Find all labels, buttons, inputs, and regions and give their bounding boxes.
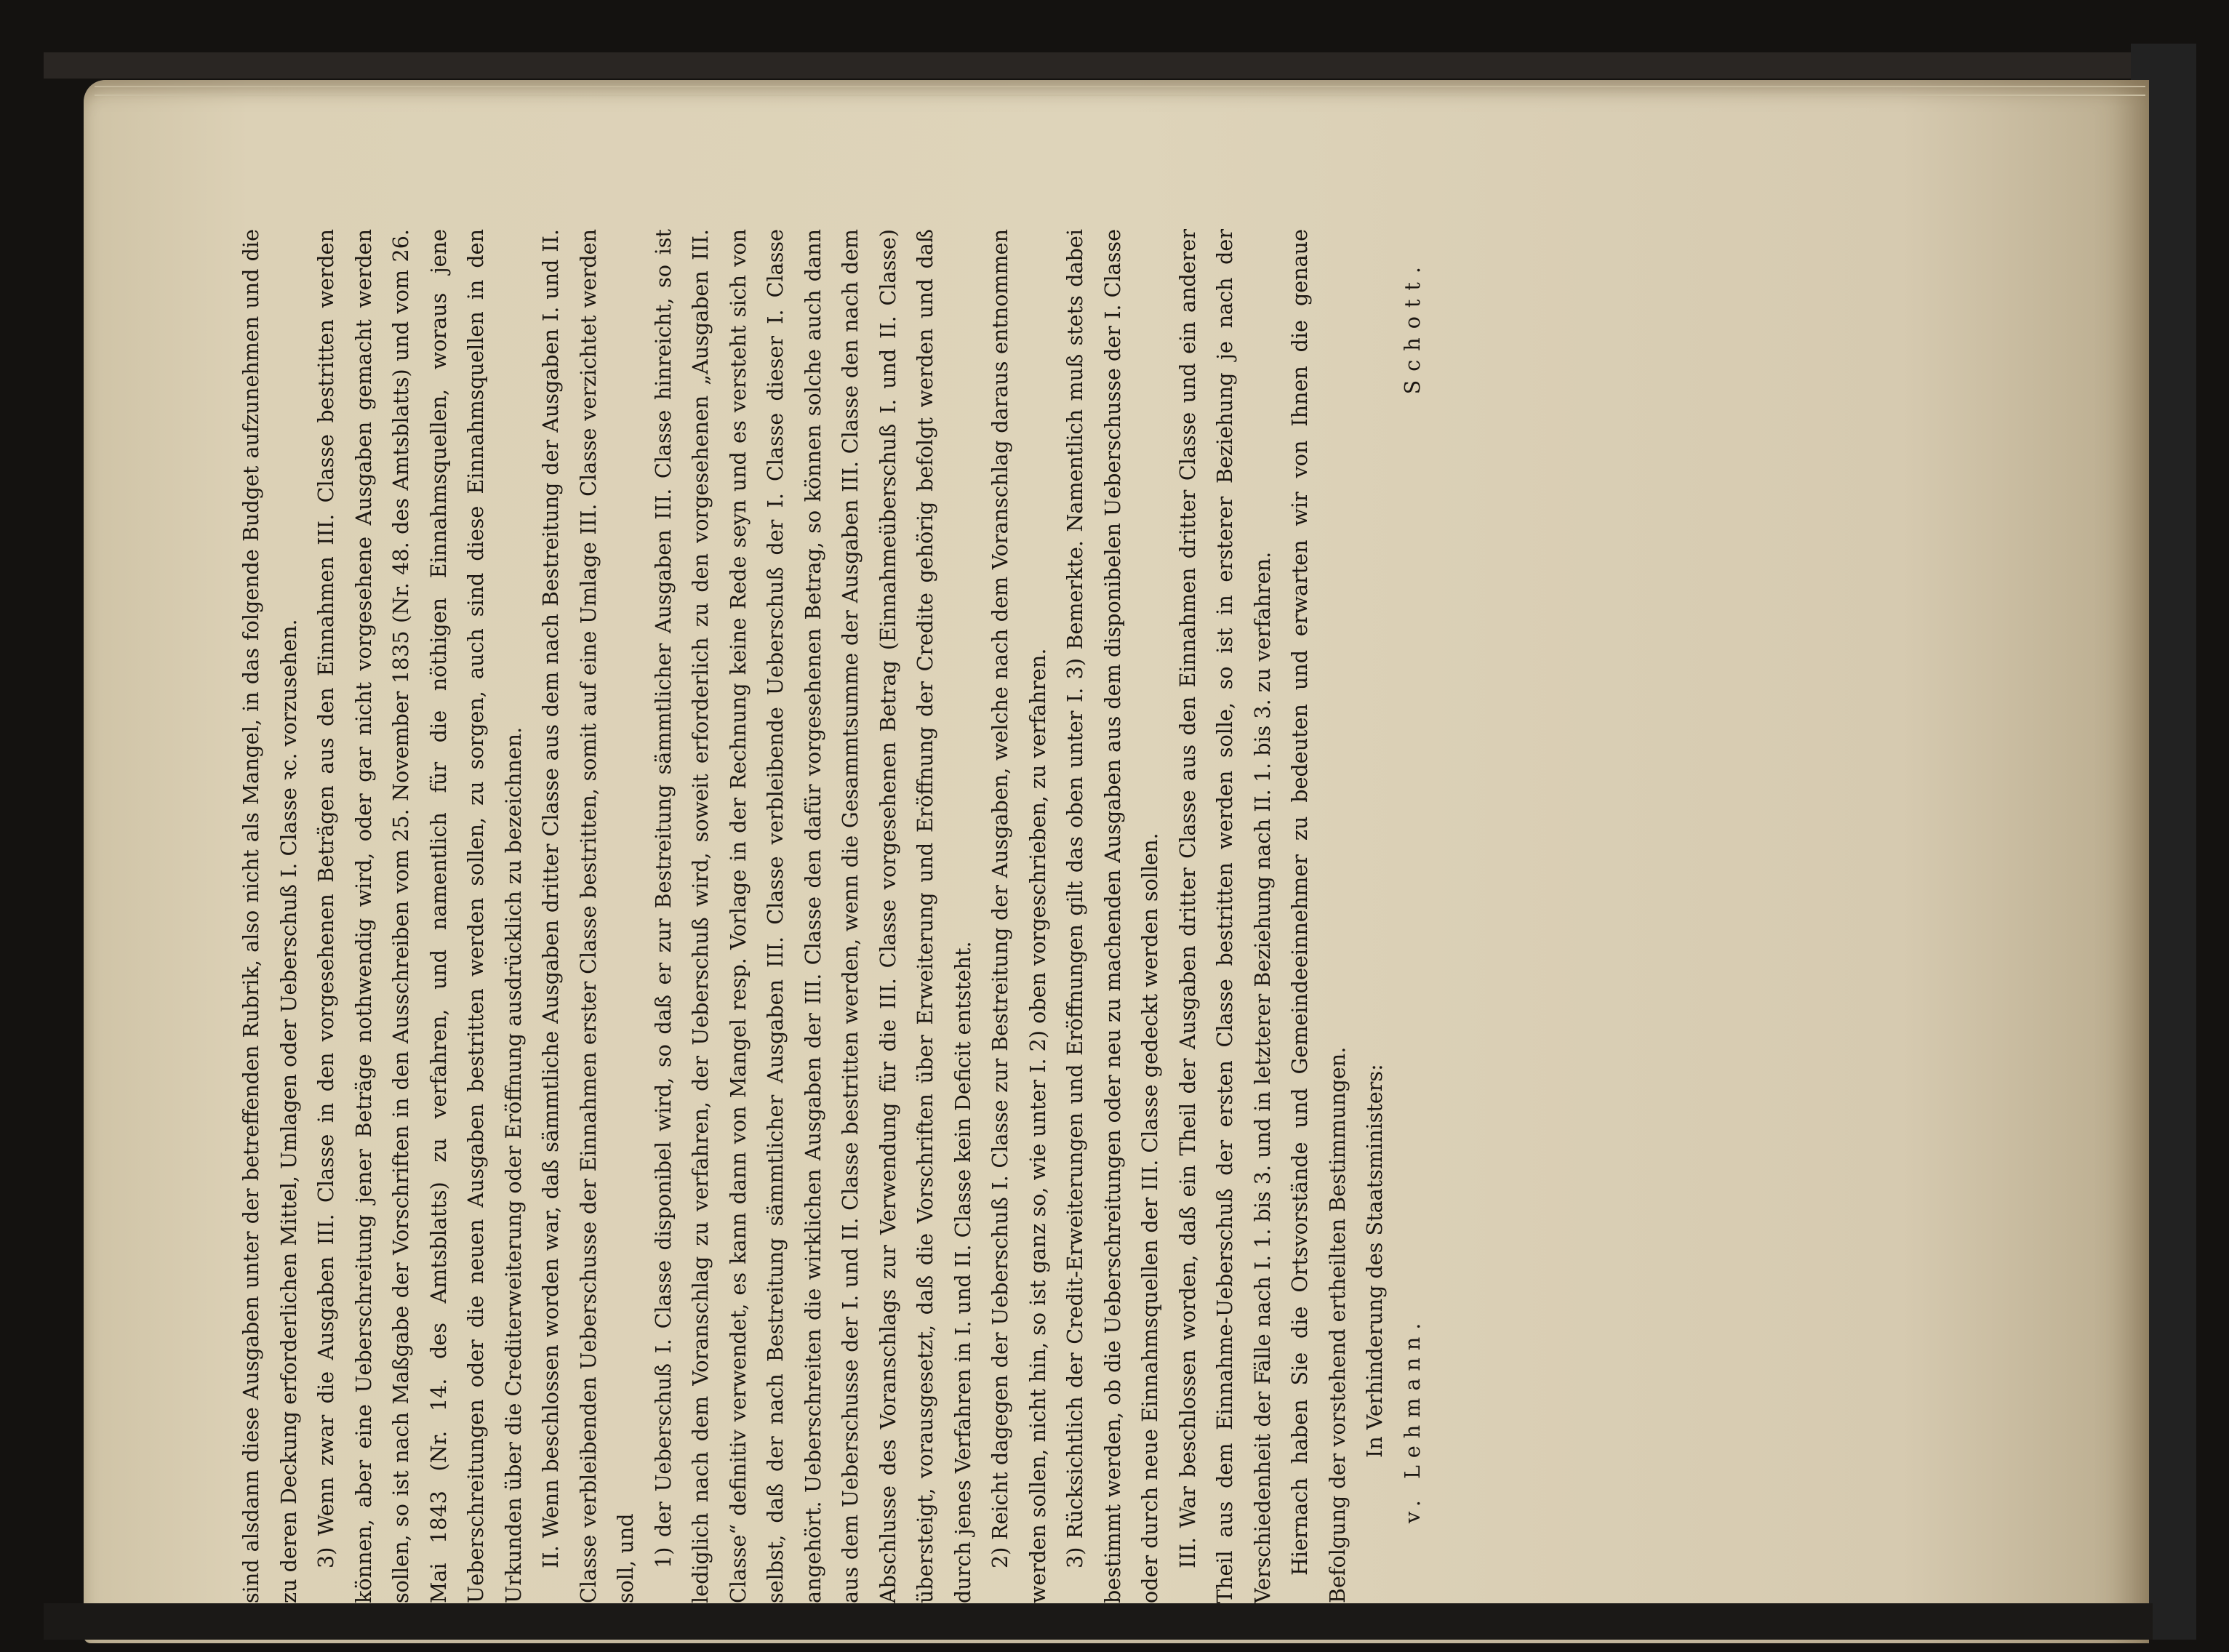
signature-name-left: v. Lehmann. xyxy=(1399,1315,1425,1523)
paragraph-III: III. War beschlossen worden, daß ein Theil der Ausgaben dritter Classe aus den Einnahmen dritter Classe und ein anderer Theil aus dem Einnahme-Ueberschuß der ersten Classe bestritten werden solle, so ist in ersterer Beziehung je nach der Verschiedenheit der Fälle nach I. 1. bis 3. und in letzterer Beziehung nach II. 1. bis 3. zu verfahren. xyxy=(1174,229,1275,1603)
paragraph-II-2: 2) Reicht dagegen der Ueberschuß I. Classe zur Bestreitung der Ausgaben, welche nach dem Voranschlag daraus entnommen werden sollen, nicht hin, so ist ganz so, wie unter I. 2) oben vorgeschrieben, zu verfahren. xyxy=(988,229,1050,1603)
signature-heading: In Verhinderung des Staatsministers: xyxy=(1362,1064,1387,1458)
paragraph-1-3: 3) Wenn zwar die Ausgaben III. Classe in den vorgesehenen Beträgen aus den Einnahmen III. Classe bestritten werden können, aber eine Ueberschreitung jener Beträge nothwendig wird, oder gar nicht vorgesehene Ausgaben gemacht werden sollen, so ist nach Maßgabe der Vorschriften in den Ausschreiben vom 25. November 1835 (Nr. 48. des Amtsblatts) und vom 26. Mai 1843 (Nr. 14. des Amtsblatts) zu verfahren, und namentlich für die nöthigen Einnahmsquellen, woraus jene Ueberschreitungen oder die neuen Ausgaben bestritten werden sollen, zu sorgen, auch sind diese Einnahmsquellen in den Urkunden über die Crediterweiterung oder Eröffnung ausdrücklich zu bezeichnen. xyxy=(313,229,526,1603)
binding-rail-top xyxy=(44,52,2153,79)
page-edge-lines xyxy=(95,86,2145,96)
page-body-text xyxy=(233,229,1818,1603)
signature-name-right: Schott. xyxy=(1399,258,1425,395)
paragraph-II-1: 1) der Ueberschuß I. Classe disponibel wird, so daß er zur Bestreitung sämmtlicher Ausgaben III. Classe hinreicht, so ist lediglich nach dem Voranschlag zu verfahren, der Ueberschuß wird, soweit erforderlich zu den vorgesehenen „Ausgaben III. Classe“ definitiv verwendet, es kann dann von Mangel resp. Vorlage in der Rechnung keine Rede seyn und es versteht sich von selbst, daß der nach Bestreitung sämmtlicher Ausgaben III. Classe verbleibende Ueberschuß der I. Classe dieser I. Classe angehört. Ueberschreiten die wirklichen Ausgaben der III. Classe den dafür vorgesehenen Betrag, so können solche auch dann aus dem Ueberschusse der I. und II. Classe bestritten werden, wenn die Gesammtsumme der Ausgaben III. Classe den nach dem Abschlusse des Voranschlags zur Verwendung für die III. Classe vorgesehenen Betrag (Einnahmeüberschuß I. und II. Classe) übersteigt, vorausgesetzt, daß die Vorschriften über Erweiterung und Eröffnung der Credite gehörig befolgt werden und daß durch jenes Verfahren in I. und II. Classe kein Deficit entsteht. xyxy=(650,229,975,1603)
paragraph-intro: sind alsdann diese Ausgaben unter der betreffenden Rubrik, also nicht als Mangel, in das folgende Budget aufzunehmen und die zu deren Deckung erforderlichen Mittel, Umlagen oder Ueberschuß I. Classe ꝛc. vorzusehen. xyxy=(239,229,301,1603)
paragraph-closing: Hiernach haben Sie die Ortsvorstände und Gemeindeeinnehmer zu bedeuten und erwarten wir von Ihnen die genaue Befolgung der vorstehend ertheilten Bestimmungen. xyxy=(1287,229,1350,1603)
paragraph-II-3: 3) Rücksichtlich der Credit-Erweiterungen und Eröffnungen gilt das oben unter I. 3) Bemerkte. Namentlich muß stets dabei bestimmt werden, ob die Ueberschreitungen oder neu zu machenden Ausgaben aus dem disponibelen Ueberschusse der I. Classe oder durch neue Einnahmsquellen der III. Classe gedeckt werden sollen. xyxy=(1063,229,1162,1603)
binding-rail-bottom xyxy=(44,1603,2153,1640)
paragraph-II: II. Wenn beschlossen worden war, daß sämmtliche Ausgaben dritter Classe aus dem nach Bestreitung der Ausgaben I. und II. Classe verbleibenden Ueberschusse der Einnahmen erster Classe bestritten, somit auf eine Umlage III. Classe verzichtet werden soll, und xyxy=(538,229,638,1603)
signature-line xyxy=(1394,229,1432,1603)
